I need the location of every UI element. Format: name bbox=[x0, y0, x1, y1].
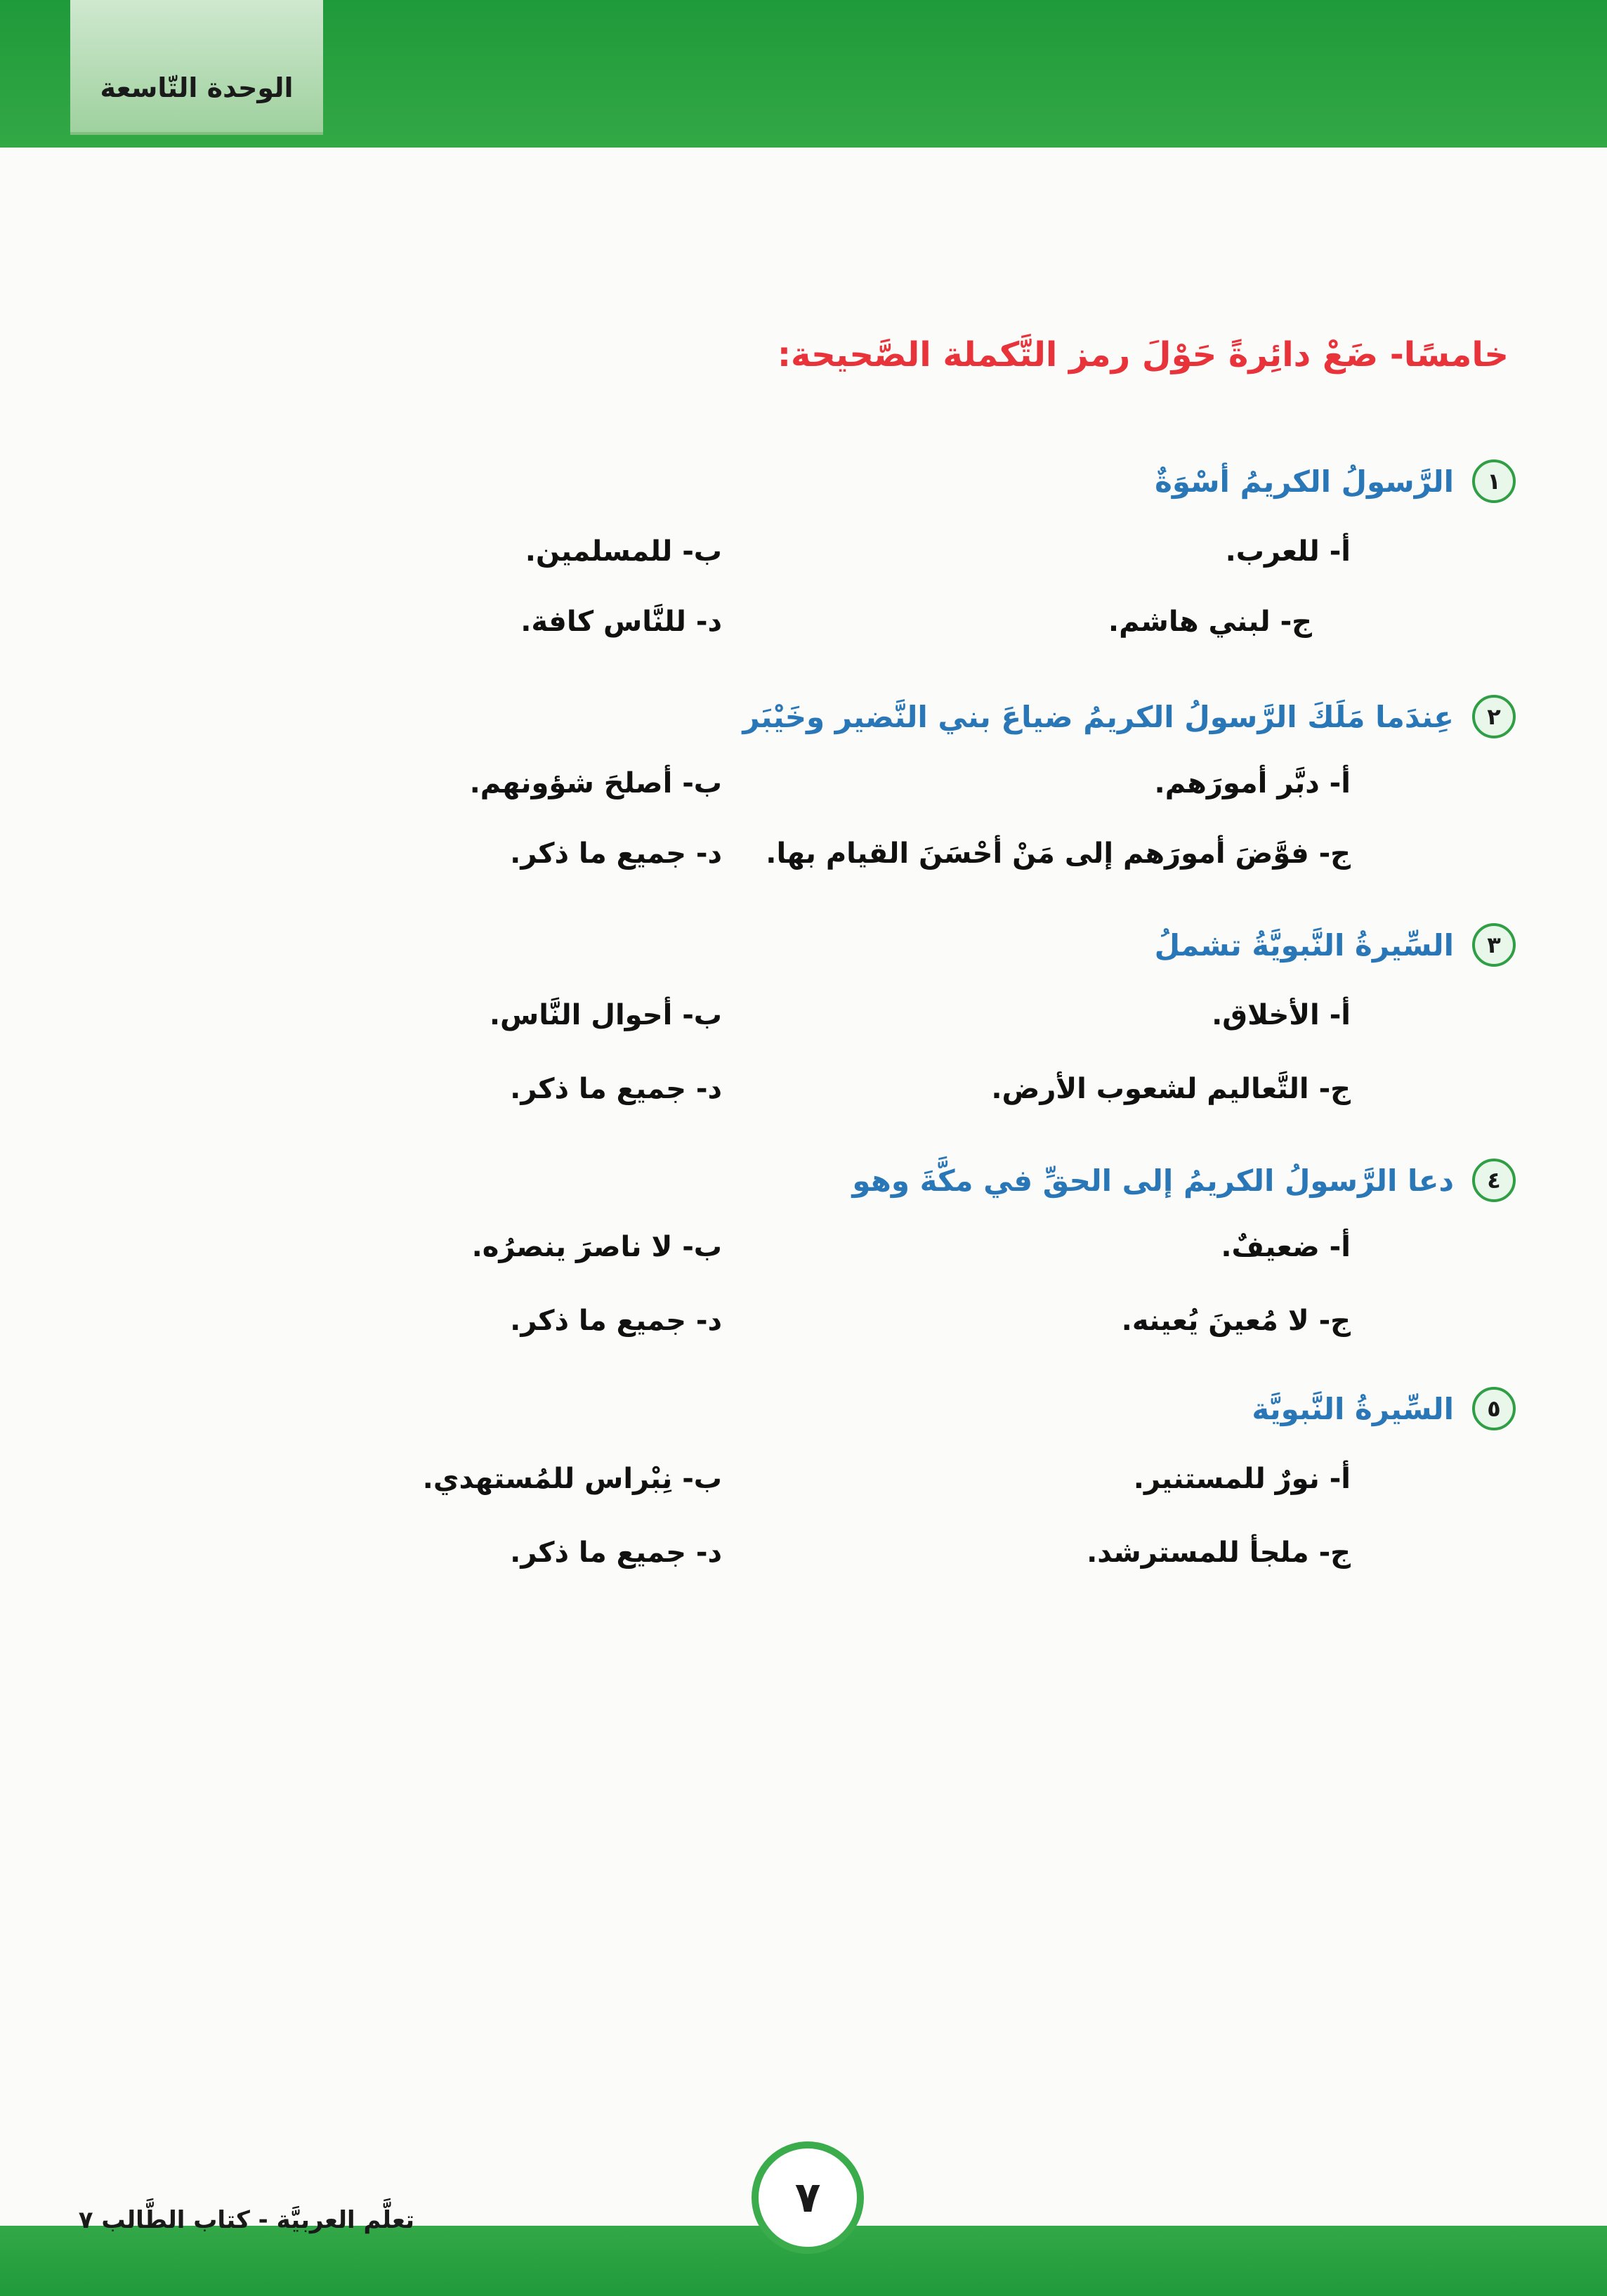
option-a[interactable]: أ- نورٌ للمستنير. bbox=[1133, 1463, 1351, 1495]
section-heading: خامسًا- ضَعْ دائِرةً حَوْلَ رمز التَّكملة الصَّحيحة: bbox=[777, 335, 1509, 374]
option-c[interactable]: ج- لا مُعينَ يُعينه. bbox=[1121, 1305, 1351, 1337]
book-title: تعلَّم العربيَّة - كتاب الطَّالب ٧ bbox=[78, 2206, 414, 2234]
question-3 bbox=[181, 920, 1516, 970]
question-5 bbox=[181, 1384, 1516, 1433]
question-number-badge: ٢ bbox=[1472, 695, 1516, 738]
option-a[interactable]: أ- ضعيفٌ. bbox=[1221, 1231, 1351, 1263]
option-a[interactable]: أ- للعرب. bbox=[1225, 535, 1351, 568]
question-text: السِّيرةُ النَّبويَّة bbox=[1252, 1391, 1454, 1426]
page-number: ٧ bbox=[752, 2141, 864, 2254]
question-number-badge: ٥ bbox=[1472, 1387, 1516, 1430]
option-b[interactable]: ب- للمسلمين. bbox=[525, 535, 722, 568]
option-d[interactable]: د- جميع ما ذكر. bbox=[510, 837, 722, 870]
question-number-badge: ٣ bbox=[1472, 923, 1516, 967]
unit-label: الوحدة التّاسعة bbox=[100, 72, 294, 103]
option-b[interactable]: ب- نِبْراس للمُستهدي. bbox=[422, 1463, 722, 1495]
option-d[interactable]: د- جميع ما ذكر. bbox=[510, 1305, 722, 1337]
question-text: عِندَما مَلَكَ الرَّسولُ الكريمُ ضياعَ بني النَّضير وخَيْبَر bbox=[742, 699, 1454, 734]
question-1 bbox=[181, 457, 1516, 506]
question-text: الرَّسولُ الكريمُ أسْوَةٌ bbox=[1155, 464, 1454, 499]
option-b[interactable]: ب- لا ناصرَ ينصرُه. bbox=[471, 1231, 722, 1263]
option-d[interactable]: د- للنَّاس كافة. bbox=[520, 606, 722, 638]
option-c[interactable]: ج- ملجأ للمسترشد. bbox=[1087, 1537, 1351, 1569]
option-d[interactable]: د- جميع ما ذكر. bbox=[510, 1537, 722, 1569]
question-2 bbox=[181, 692, 1516, 741]
option-b[interactable]: ب- أحوال النَّاس. bbox=[489, 999, 722, 1031]
question-4 bbox=[181, 1156, 1516, 1205]
question-number-badge: ٤ bbox=[1472, 1159, 1516, 1202]
question-text: السِّيرةُ النَّبويَّةُ تشملُ bbox=[1154, 927, 1454, 963]
option-b[interactable]: ب- أصلحَ شؤونهم. bbox=[469, 767, 722, 800]
question-number-badge: ١ bbox=[1472, 459, 1516, 503]
option-c[interactable]: ج- التَّعاليم لشعوب الأرض. bbox=[991, 1073, 1351, 1105]
option-a[interactable]: أ- الأخلاق. bbox=[1212, 999, 1351, 1031]
question-text: دعا الرَّسولُ الكريمُ إلى الحقِّ في مكَّةَ وهو bbox=[852, 1163, 1454, 1198]
option-a[interactable]: أ- دبَّر أمورَهم. bbox=[1154, 767, 1351, 800]
option-c[interactable]: ج- فوَّضَ أمورَهم إلى مَنْ أحْسَنَ القيام بها. bbox=[766, 837, 1351, 870]
option-c[interactable]: ج- لبني هاشم. bbox=[1108, 606, 1312, 638]
option-d[interactable]: د- جميع ما ذكر. bbox=[510, 1073, 722, 1105]
